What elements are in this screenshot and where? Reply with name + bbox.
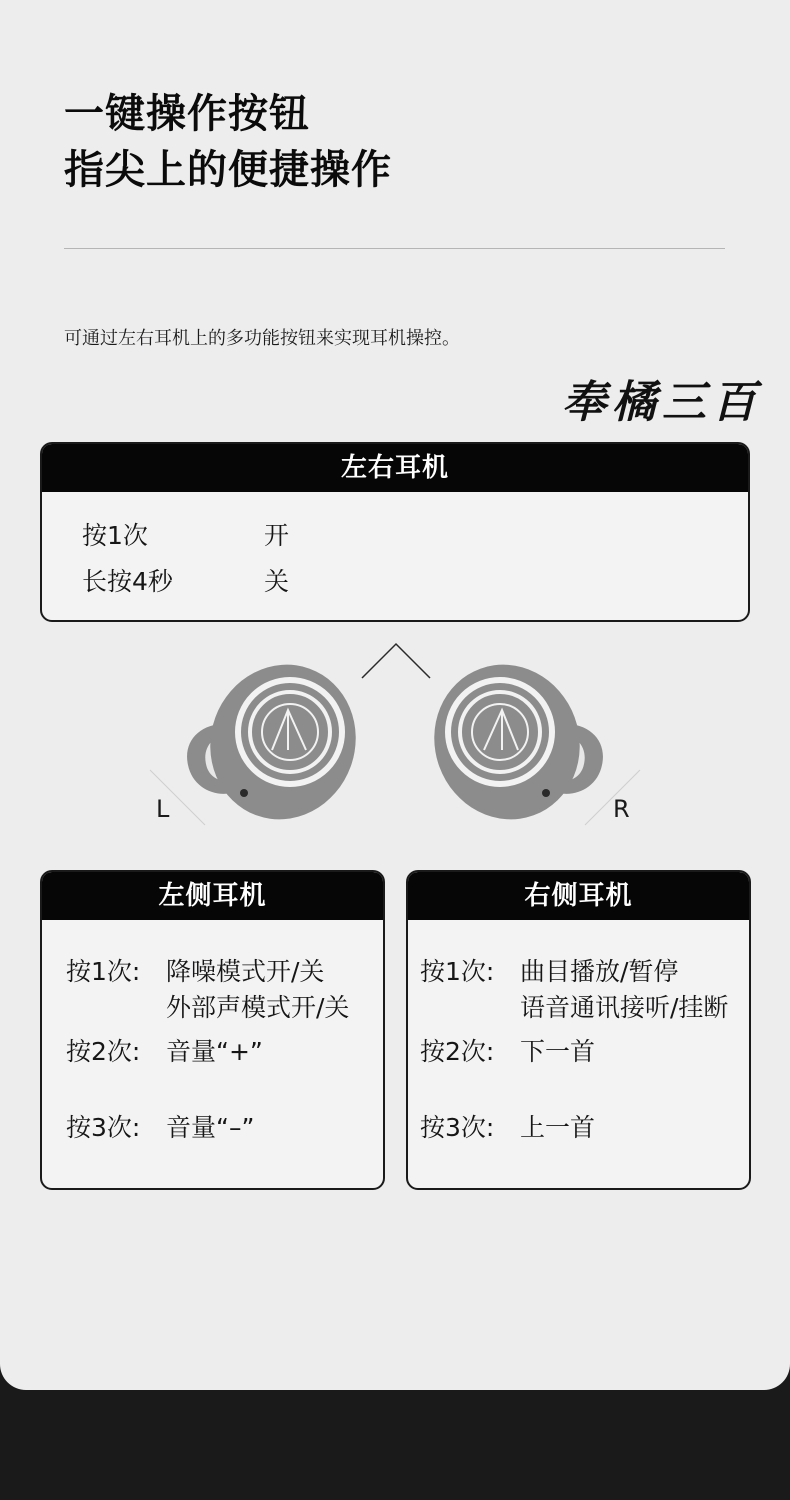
right-earbud-label: R — [613, 795, 630, 823]
left-cmd-3-action: 按3次: — [66, 1113, 141, 1142]
pointer-chevron — [362, 644, 430, 678]
left-cmd-3 — [66, 1110, 254, 1146]
right-cmd-1-line2: 语音通讯接听/挂断 — [520, 993, 729, 1022]
right-cmd-3-action: 按3次: — [420, 1113, 495, 1142]
right-cmd-2-line1: 下一首 — [520, 1037, 596, 1066]
right-cmd-1 — [420, 954, 728, 1026]
right-earbud-icon — [413, 644, 603, 840]
both-earbuds-title: 左右耳机 — [42, 444, 748, 492]
brand-watermark: 奉橘三百 — [562, 377, 762, 428]
right-earbud-title: 右侧耳机 — [408, 872, 749, 920]
headline — [64, 86, 392, 198]
both-row-2 — [82, 562, 289, 598]
right-cmd-2-action: 按2次: — [420, 1037, 495, 1066]
left-earbud-label: L — [156, 795, 170, 823]
left-cmd-3-line1: 音量“–” — [166, 1113, 255, 1142]
right-cmd-3-line1: 上一首 — [520, 1113, 596, 1142]
right-cmd-1-line1: 曲目播放/暂停 — [520, 957, 679, 986]
earbuds-illustration — [0, 630, 790, 850]
left-earbud-title: 左侧耳机 — [42, 872, 383, 920]
right-earbud-panel — [406, 870, 751, 1190]
right-cmd-2 — [420, 1034, 595, 1070]
footer-bar — [0, 1390, 790, 1500]
both-earbuds-panel — [40, 442, 750, 622]
headline-line-1: 一键操作按钮 — [64, 91, 310, 137]
left-cmd-1-line2: 外部声模式开/关 — [166, 993, 350, 1022]
left-earbud-icon — [187, 644, 377, 840]
headline-line-2: 指尖上的便捷操作 — [64, 147, 392, 193]
right-cmd-1-action: 按1次: — [420, 957, 495, 986]
left-cmd-1-line1: 降噪模式开/关 — [166, 957, 325, 986]
left-cmd-2 — [66, 1034, 263, 1070]
both-row-1-result: 开 — [264, 521, 290, 550]
left-cmd-1 — [66, 954, 349, 1026]
left-cmd-1-action: 按1次: — [66, 957, 141, 986]
intro-text: 可通过左右耳机上的多功能按钮来实现耳机操控。 — [64, 328, 460, 349]
both-row-2-result: 关 — [264, 567, 290, 596]
both-row-2-action: 长按4秒 — [82, 567, 173, 596]
both-row-1 — [82, 516, 289, 552]
left-cmd-2-line1: 音量“+” — [166, 1037, 263, 1066]
right-cmd-3 — [420, 1110, 595, 1146]
left-cmd-2-action: 按2次: — [66, 1037, 141, 1066]
left-earbud-panel — [40, 870, 385, 1190]
divider — [64, 248, 725, 249]
both-row-1-action: 按1次 — [82, 521, 148, 550]
